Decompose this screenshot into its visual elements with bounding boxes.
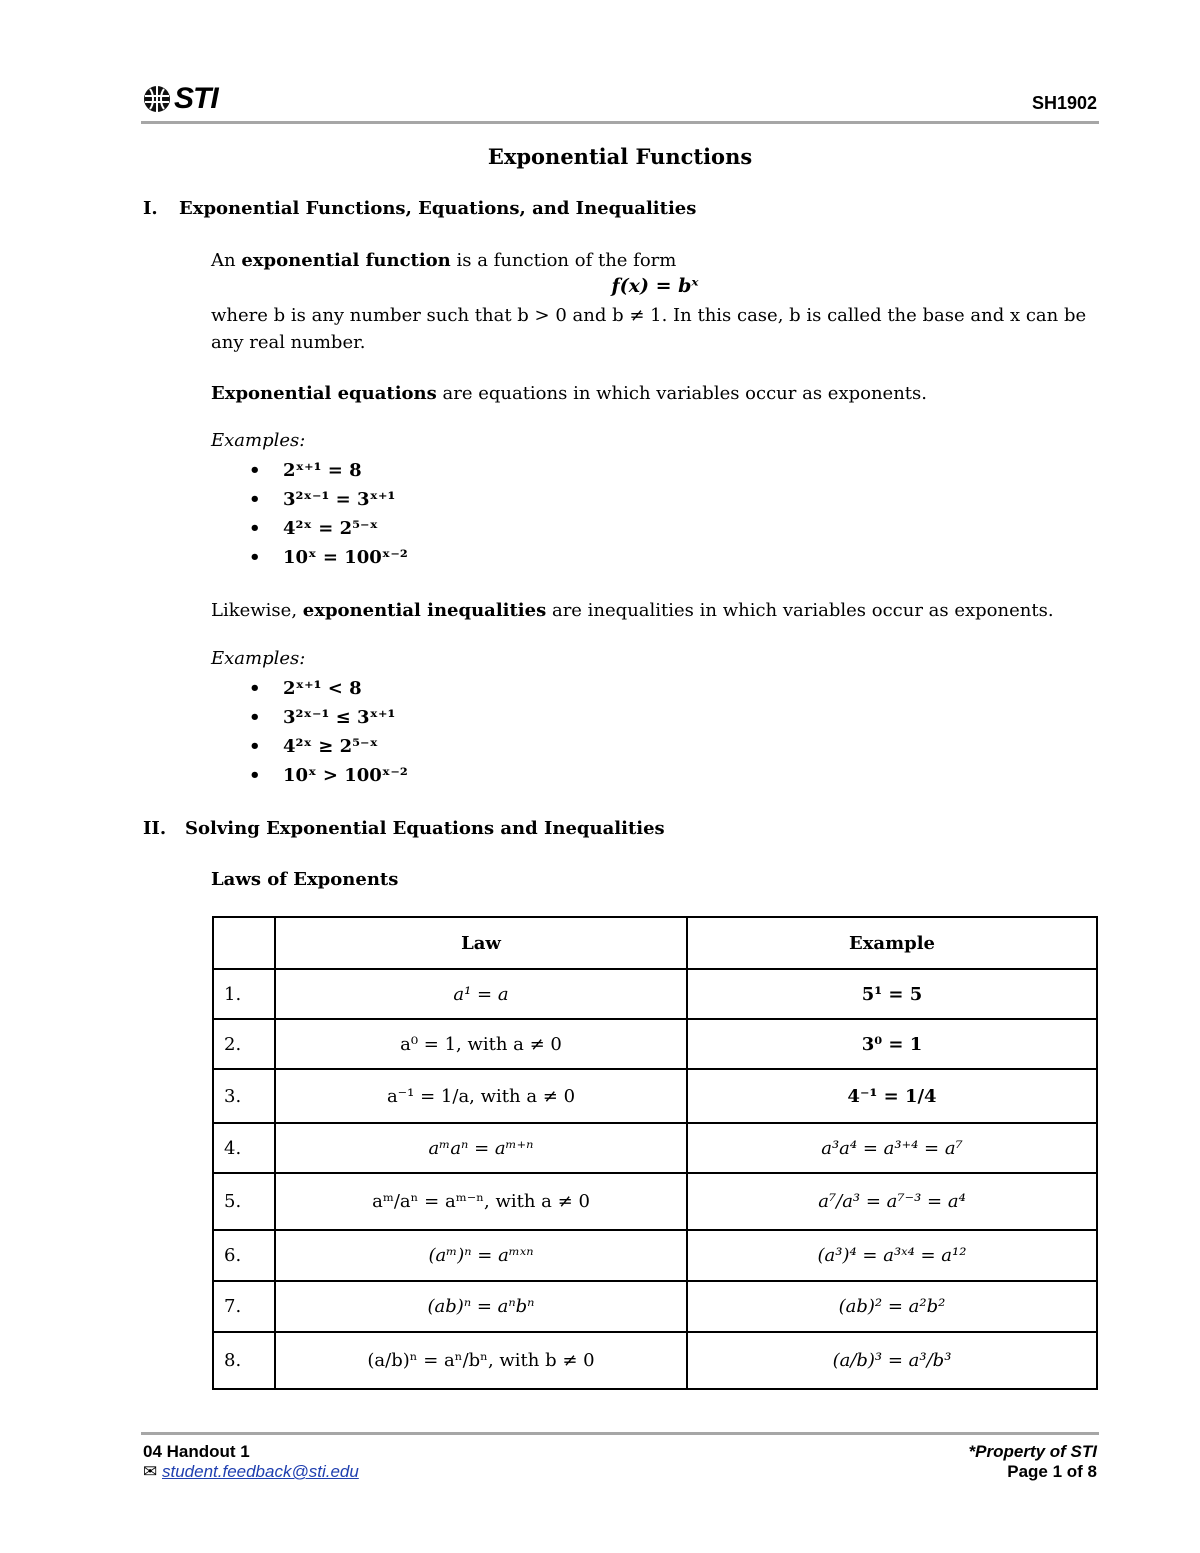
table-header-cell: Law [275,917,687,969]
table-header-row [213,917,1097,969]
sti-logo [142,82,218,116]
footer-right [969,1442,1097,1482]
section-2-title: Solving Exponential Equations and Inequalities [185,818,665,839]
table-row [213,1281,1097,1332]
table-row [213,1069,1097,1123]
equation-examples-list [211,456,408,572]
table-cell-index: 8. [213,1332,275,1389]
logo-text: STI [174,82,218,115]
table-cell-index: 5. [213,1173,275,1230]
list-item: • 10ˣ = 100ˣ⁻² [211,543,408,572]
section-1-heading [143,198,696,219]
list-item: • 10ˣ > 100ˣ⁻² [211,761,408,790]
equation-examples-label: Examples: [211,430,306,451]
section-1-number: I. [143,198,158,219]
table-row [213,1332,1097,1389]
section-2-heading [143,818,665,839]
handout-label: 04 Handout 1 [143,1442,250,1461]
table-cell-index: 4. [213,1123,275,1173]
table-row [213,1123,1097,1173]
function-formula: f(x) = bˣ [611,275,699,297]
table-cell-law: a⁻¹ = 1/a, with a ≠ 0 [275,1069,687,1123]
table-cell-law: (a/b)ⁿ = aⁿ/bⁿ, with b ≠ 0 [275,1332,687,1389]
inequality-examples-list [211,674,408,790]
laws-table [212,916,1098,1390]
table-row [213,1230,1097,1281]
list-item: • 2ˣ⁺¹ < 8 [211,674,408,703]
envelope-icon: ✉ [143,1462,158,1481]
table-cell-law: aᵐ/aⁿ = aᵐ⁻ⁿ, with a ≠ 0 [275,1173,687,1230]
section-2-number: II. [143,818,167,839]
globe-icon [142,84,172,114]
table-cell-law: a⁰ = 1, with a ≠ 0 [275,1019,687,1069]
table-cell-law: (aᵐ)ⁿ = aᵐˣⁿ [275,1230,687,1281]
where-paragraph: where b is any number such that b > 0 and b ≠ 1. In this case, b is called the base and x can be any real number. [211,305,1087,353]
inequality-examples-label: Examples: [211,648,306,669]
table-cell-example: 4⁻¹ = 1/4 [687,1069,1097,1123]
inequalities-definition: Likewise, exponential inequalities are inequalities in which variables occur as exponents. [211,600,1054,621]
table-cell-example: a³a⁴ = a³⁺⁴ = a⁷ [687,1123,1097,1173]
header-rule [141,121,1099,124]
table-cell-index: 1. [213,969,275,1019]
table-cell-index: 7. [213,1281,275,1332]
table-cell-index: 3. [213,1069,275,1123]
table-cell-example: (a³)⁴ = a³ˣ⁴ = a¹² [687,1230,1097,1281]
table-cell-index: 6. [213,1230,275,1281]
list-item: • 3²ˣ⁻¹ ≤ 3ˣ⁺¹ [211,703,408,732]
table-header-cell [213,917,275,969]
document-code: SH1902 [1031,93,1097,113]
list-item: • 4²ˣ = 2⁵⁻ˣ [211,514,408,543]
section-1-title: Exponential Functions, Equations, and Inequalities [179,198,697,219]
table-row [213,1019,1097,1069]
equations-term: Exponential equations [211,383,437,404]
table-cell-law: aᵐaⁿ = aᵐ⁺ⁿ [275,1123,687,1173]
definition-paragraph: An exponential function is a function of the form [211,250,677,271]
table-row [213,969,1097,1019]
table-cell-law: a¹ = a [275,969,687,1019]
table-cell-example: (ab)² = a²b² [687,1281,1097,1332]
table-cell-law: (ab)ⁿ = aⁿbⁿ [275,1281,687,1332]
page-title: Exponential Functions [487,144,753,169]
footer-left [143,1442,359,1482]
table-header-cell: Example [687,917,1097,969]
definition-term: exponential function [241,250,451,271]
list-item: • 3²ˣ⁻¹ = 3ˣ⁺¹ [211,485,408,514]
property-notice: *Property of STI [968,1442,1097,1461]
list-item: • 4²ˣ ≥ 2⁵⁻ˣ [211,732,408,761]
laws-subheading: Laws of Exponents [211,869,399,890]
table-cell-example: 5¹ = 5 [687,969,1097,1019]
equations-definition: Exponential equations are equations in which variables occur as exponents. [211,383,927,404]
table-cell-example: 3⁰ = 1 [687,1019,1097,1069]
footer-rule [141,1432,1099,1435]
feedback-email-link[interactable]: student.feedback@sti.edu [161,1462,359,1481]
table-cell-example: a⁷/a³ = a⁷⁻³ = a⁴ [687,1173,1097,1230]
page-number: Page 1 of 8 [1007,1462,1097,1481]
list-item: • 2ˣ⁺¹ = 8 [211,456,408,485]
table-cell-example: (a/b)³ = a³/b³ [687,1332,1097,1389]
table-row [213,1173,1097,1230]
table-cell-index: 2. [213,1019,275,1069]
inequalities-term: exponential inequalities [302,600,547,621]
